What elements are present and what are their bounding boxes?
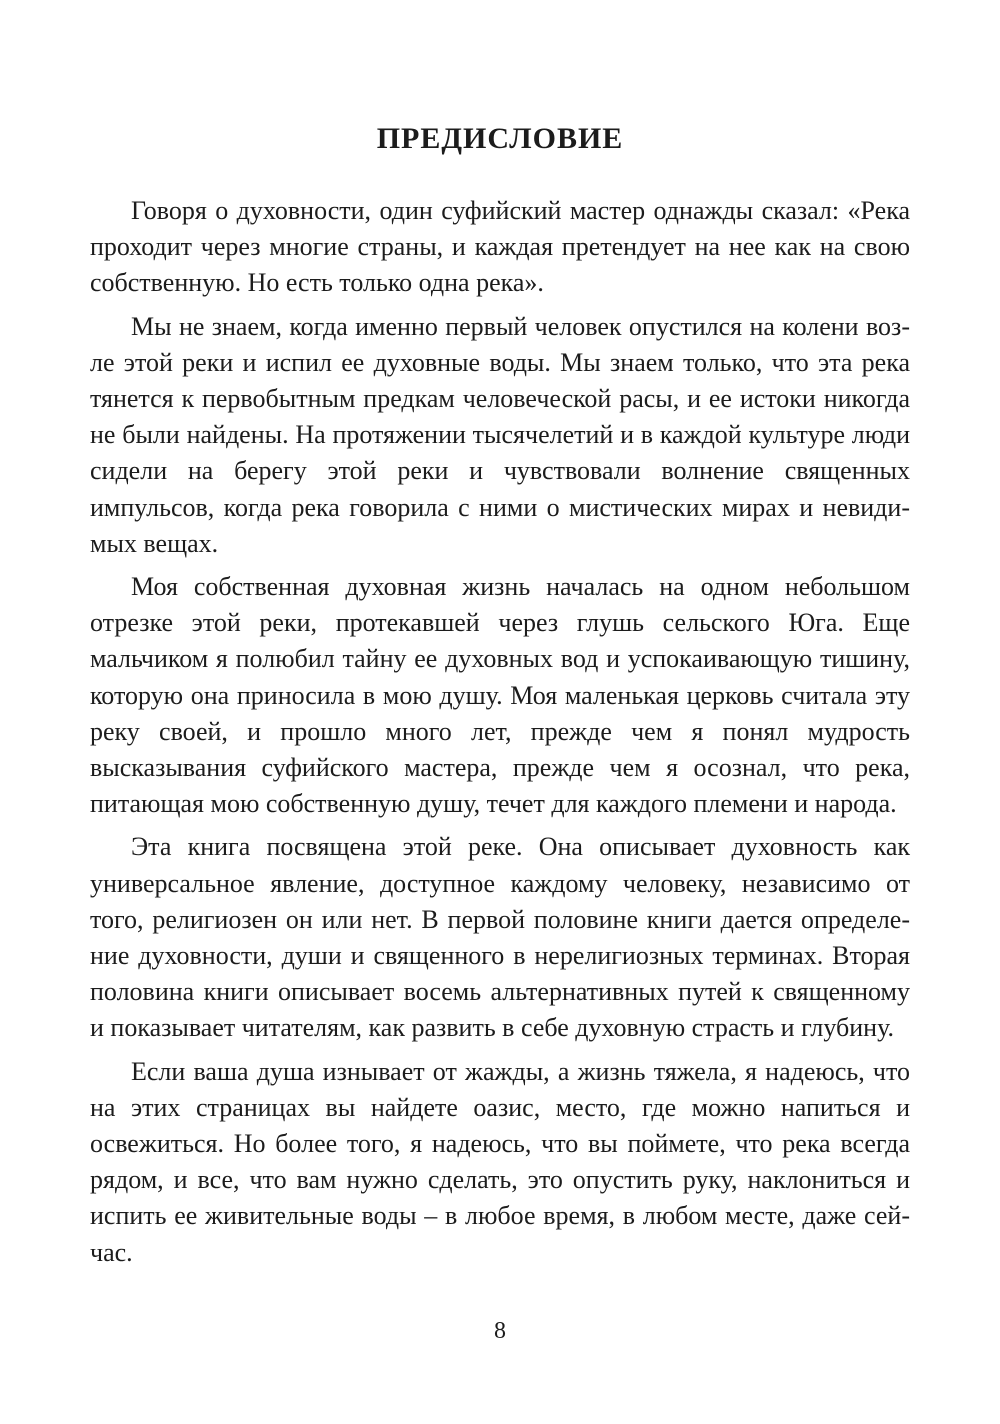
page-number: 8: [494, 1318, 506, 1344]
chapter-title: ПРЕДИСЛОВИЕ: [376, 122, 624, 155]
body-text: [90, 193, 910, 1278]
paragraph: Если ваша душа изнывает от жажды, а жизнь тяжела, я надеюсь, что на этих страницах вы найдете оазис, место, где можно напиться и освежиться. Но более того, я надеюсь, что вы поймете, что река всегда рядом, и все, что вам нужно сделать, это опустить руку, наклониться и испить ее живительные воды – в любое время, в любом месте, даже сейчас.: [90, 1056, 910, 1267]
paragraph: Мы не знаем, когда именно первый человек опустился на колени возле этой реки и испил ее духовные воды. Мы знаем только, что эта река тянется к первобытным предкам человеческой расы, и ее истоки никогда не были найдены. На протяжении тысячелетий и в каждой культуре люди сидели на берегу этой реки и чувствовали волнение священных импульсов, когда река говорила с ними о мистических мирах и невидимых вещах.: [90, 311, 910, 558]
paragraph: Моя собственная духовная жизнь началась на одном небольшом отрезке этой реки, протекавшей через глушь сельского Юга. Еще мальчиком я полюбил тайну ее духовных вод и успокаивающую тишину, которую она приносила в мою душу. Моя маленькая церковь считала эту реку своей, и прошло много лет, прежде чем я понял мудрость высказывания суфийского мастера, прежде чем я осознал, что река, питающая мою собственную душу, течет для каждого племени и народа.: [90, 572, 910, 819]
paragraph: Эта книга посвящена этой реке. Она описывает духовность как универсальное явление, доступное каждому человеку, независимо от того, религиозен он или нет. В первой половине книги дается определение духовности, души и священного в нерелигиозных терминах. Вторая половина книги описывает восемь альтернативных путей к священному и показывает читателям, как развить в себе духовную страсть и глубину.: [90, 832, 910, 1043]
paragraph: Говоря о духовности, один суфийский мастер однажды сказал: «Река проходит через многие страны, и каждая претендует на нее как на свою собственную. Но есть только одна река».: [90, 196, 910, 298]
